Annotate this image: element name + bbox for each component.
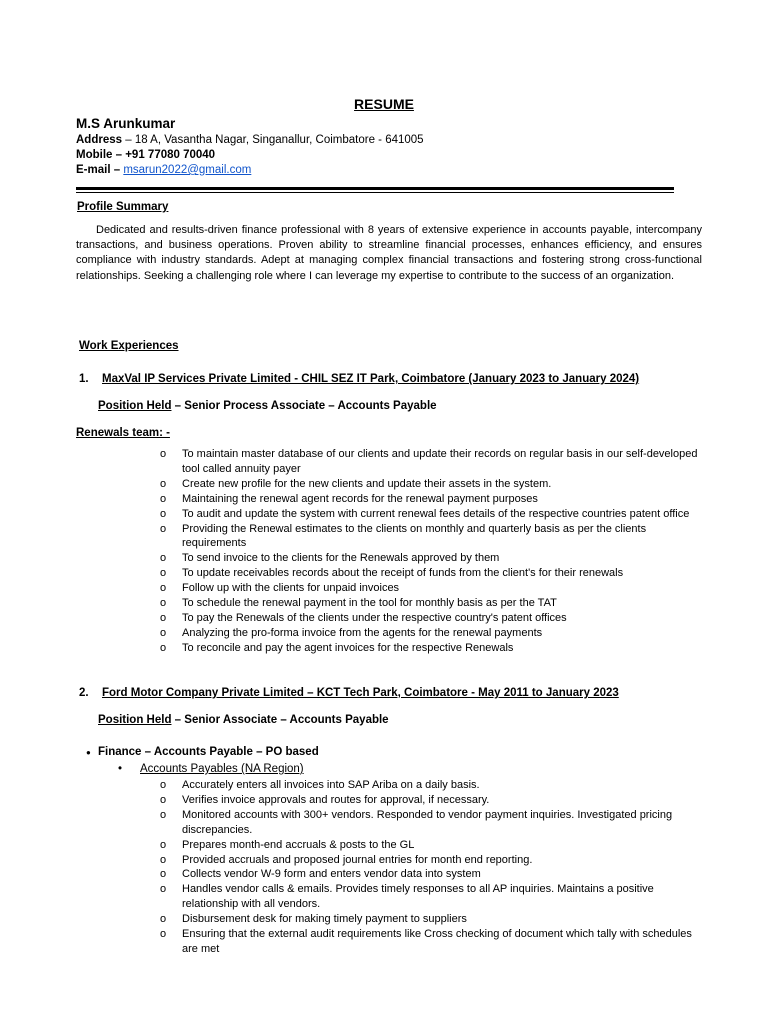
duty-text: Providing the Renewal estimates to the clients on monthly and quarterly basis as per the clients requirements	[182, 522, 647, 550]
candidate-name: M.S Arunkumar	[76, 116, 176, 131]
list-item	[160, 853, 708, 868]
bullet-mark: o	[160, 868, 167, 881]
bullet-mark: o	[160, 507, 167, 520]
bullet-mark: o	[160, 522, 167, 535]
bullet-mark: o	[160, 913, 167, 926]
bullet-mark: o	[160, 928, 167, 941]
profile-summary-text	[76, 223, 702, 284]
header-divider-thin	[76, 192, 674, 193]
list-item	[160, 793, 708, 808]
list-item	[160, 641, 708, 656]
header-divider-thick	[76, 187, 674, 190]
list-item	[160, 492, 708, 507]
duty-text: Handles vendor calls & emails. Provides timely responses to all AP inquiries. Maintains a positive relationship with all vendors.	[182, 883, 654, 911]
work-experiences-heading: Work Experiences	[79, 340, 179, 352]
list-item	[160, 551, 708, 566]
renewals-team-heading: Renewals team: -	[76, 427, 170, 439]
list-item	[160, 611, 708, 626]
bullet-mark: o	[160, 883, 167, 896]
duty-text: To pay the Renewals of the clients under the respective country's patent offices	[182, 611, 567, 624]
list-item	[160, 626, 708, 641]
email-label: E-mail	[76, 164, 111, 176]
duty-text: Verifies invoice approvals and routes for approval, if necessary.	[182, 793, 490, 806]
mobile-label: Mobile	[76, 149, 113, 161]
job-2-subcategory	[118, 763, 304, 775]
list-item	[160, 596, 708, 611]
bullet-mark: o	[160, 779, 167, 791]
bullet-mark: o	[160, 567, 167, 580]
bullet-mark: o	[160, 853, 167, 866]
bullet-mark: o	[160, 448, 167, 460]
list-item	[160, 566, 708, 581]
list-item	[160, 838, 708, 853]
job-1-duties-list	[160, 447, 708, 656]
profile-summary-body: Dedicated and results-driven finance professional with 8 years of extensive experience in accounts payable, intercompany transactions, and business operations. Proven ability to streamline financial processes, enhances efficiency, and ensures compliance with industry standards. Adept at managing complex financial transactions and fostering strong cross-functional relationships. Seeking a challenging role where I can leverage my expertise to contribute to the success of an organization.	[76, 224, 702, 282]
list-item	[160, 507, 708, 522]
bullet-mark: o	[160, 808, 167, 821]
duty-text: Monitored accounts with 300+ vendors. Responded to vendor payment inquiries. Investigated pricing discrepancies.	[182, 808, 673, 836]
duty-text: To audit and update the system with current renewal fees details of the respective countries patent office	[182, 507, 690, 520]
job-1-position-value: – Senior Process Associate – Accounts Payable	[171, 400, 437, 412]
duty-text: To maintain master database of our clients and update their records on regular basis in our self-developed tool called annuity payer	[182, 448, 698, 475]
list-item	[160, 867, 708, 882]
duty-text: Analyzing the pro-forma invoice from the agents for the renewal payments	[182, 626, 543, 639]
duty-text: To reconcile and pay the agent invoices for the respective Renewals	[182, 641, 514, 654]
job-2-subcategory-text: Accounts Payables (NA Region)	[140, 763, 304, 775]
mobile-line	[76, 149, 215, 161]
job-1-company: MaxVal IP Services Private Limited - CHIL SEZ IT Park, Coimbatore (January 2023 to January 2024)	[102, 373, 640, 385]
duty-text: Accurately enters all invoices into SAP Ariba on a daily basis.	[182, 779, 480, 791]
job-2-company: Ford Motor Company Private Limited – KCT Tech Park, Coimbatore - May 2011 to January 2023	[102, 687, 619, 699]
bullet-mark: o	[160, 552, 167, 565]
mobile-value: 77080 70040	[147, 149, 216, 161]
duty-text: To update receivables records about the receipt of funds from the client's for their renewals	[182, 567, 624, 580]
duty-text: Maintaining the renewal agent records for the renewal payment purposes	[182, 492, 538, 505]
job-1-heading	[79, 373, 639, 385]
duty-text: To send invoice to the clients for the Renewals approved by them	[182, 552, 500, 565]
bullet-mark: o	[160, 641, 167, 654]
job-1-number: 1.	[79, 373, 89, 385]
job-2-category	[86, 746, 319, 758]
job-2-duties-list	[160, 778, 708, 957]
job-1-position-label: Position Held	[98, 400, 172, 412]
bullet-mark: o	[160, 611, 167, 624]
email-link[interactable]: msarun2022@gmail.com	[123, 164, 252, 176]
bullet-mark: ●	[86, 748, 91, 757]
bullet-mark: o	[160, 582, 167, 595]
duty-text: Ensuring that the external audit requirements like Cross checking of document which tally with schedules are met	[182, 928, 692, 955]
resume-title: RESUME	[354, 96, 414, 112]
job-2-heading	[79, 687, 619, 699]
bullet-mark: o	[160, 477, 167, 490]
job-2-position-value: – Senior Associate – Accounts Payable	[171, 714, 389, 726]
list-item	[160, 447, 708, 477]
bullet-mark: o	[160, 838, 167, 851]
job-2-position-label: Position Held	[98, 714, 172, 726]
job-2-number: 2.	[79, 687, 89, 699]
list-item	[160, 882, 708, 912]
list-item	[160, 912, 708, 927]
duty-text: Follow up with the clients for unpaid invoices	[182, 582, 400, 595]
address-value: – 18 A, Vasantha Nagar, Singanallur, Coimbatore - 641005	[122, 134, 424, 146]
email-prefix: –	[110, 164, 124, 176]
duty-text: Disbursement desk for making timely payment to suppliers	[182, 913, 467, 926]
duty-text: To schedule the renewal payment in the tool for monthly basis as per the TAT	[182, 597, 557, 610]
email-line	[76, 164, 251, 176]
list-item	[160, 808, 708, 838]
bullet-mark: o	[160, 597, 167, 610]
list-item	[160, 522, 708, 552]
mobile-prefix: – +91	[112, 149, 148, 161]
list-item	[160, 778, 708, 793]
list-item	[160, 927, 708, 957]
job-2-position	[98, 714, 389, 726]
bullet-mark: o	[160, 492, 167, 505]
job-2-category-text: Finance – Accounts Payable – PO based	[98, 746, 319, 758]
list-item	[160, 581, 708, 596]
bullet-mark: o	[160, 626, 167, 639]
job-1-position	[98, 400, 437, 412]
bullet-mark: •	[118, 763, 123, 775]
duty-text: Collects vendor W-9 form and enters vendor data into system	[182, 868, 481, 881]
duty-text: Provided accruals and proposed journal entries for month end reporting.	[182, 853, 533, 866]
profile-summary-heading: Profile Summary	[77, 201, 169, 213]
duty-text: Create new profile for the new clients and update their assets in the system.	[182, 477, 552, 490]
duty-text: Prepares month-end accruals & posts to the GL	[182, 838, 415, 851]
list-item	[160, 477, 708, 492]
address-label: Address	[76, 134, 123, 146]
bullet-mark: o	[160, 793, 167, 806]
address-line	[76, 134, 424, 146]
